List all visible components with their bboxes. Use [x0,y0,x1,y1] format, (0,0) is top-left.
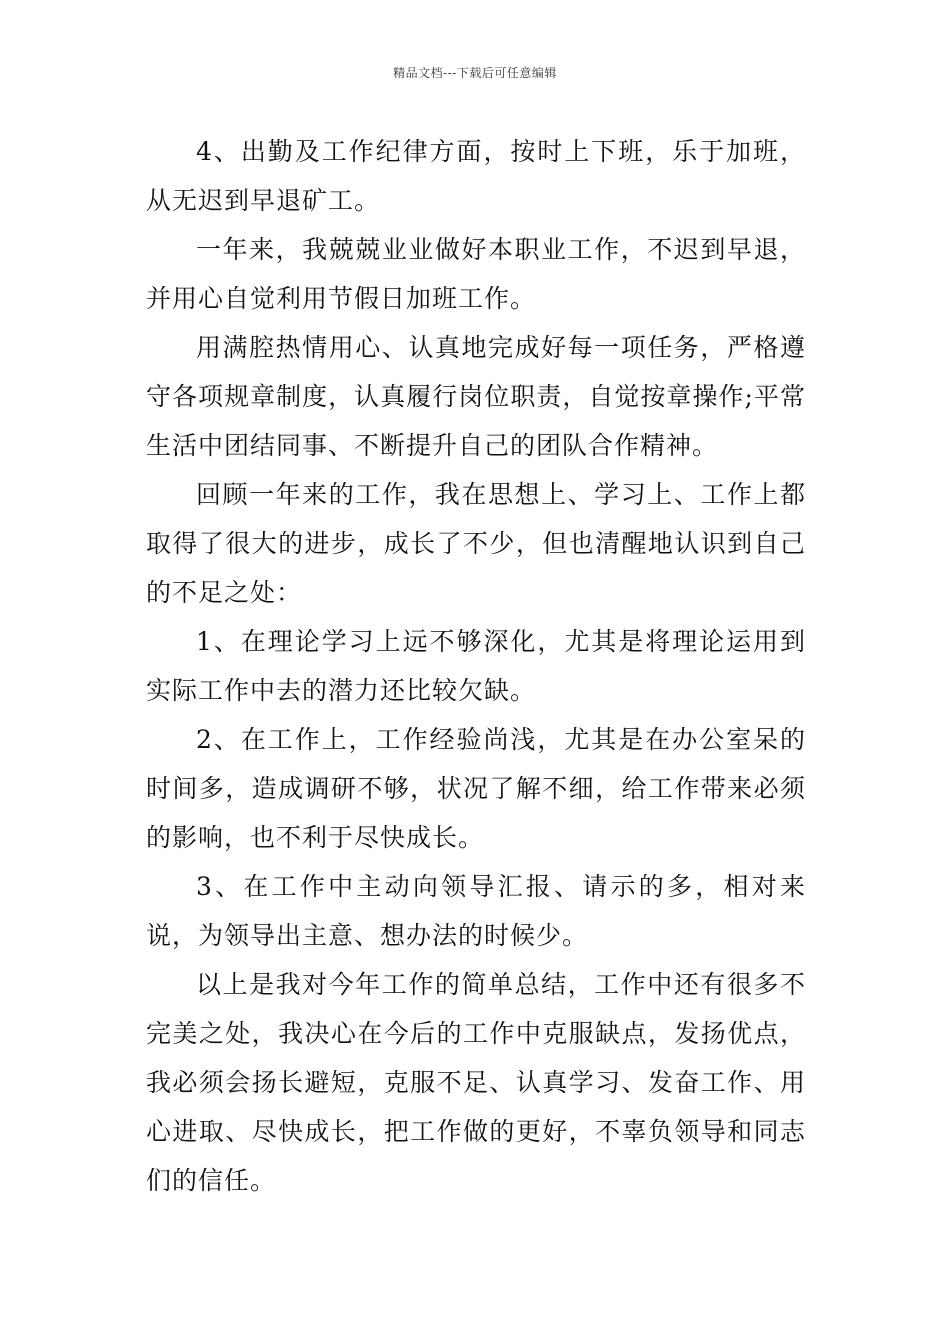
paragraph-conclusion: 以上是我对今年工作的简单总结，工作中还有很多不完美之处，我决心在今后的工作中克服缺点，发扬优点，我必须会扬长避短，克服不足、认真学习、发奋工作、用心进取、尽快成长，把工作做的更好，不辜负领导和同志们的信任。 [146,970,806,1195]
paragraph-year-review: 一年来，我兢兢业业做好本职业工作，不迟到早退，并用心自觉利用节假日加班工作。 [146,235,806,313]
paragraph-reflection: 回顾一年来的工作，我在思想上、学习上、工作上都取得了很大的进步，成长了不少，但也清醒地认识到自己的不足之处： [146,480,806,607]
page-header: 精品文档---下载后可任意编辑 [393,66,557,80]
document-body [146,127,806,1205]
paragraph-shortcoming-3: 3、在工作中主动向领导汇报、请示的多，相对来说，为领导出主意、想办法的时候少。 [146,872,806,950]
paragraph-attendance: 4、出勤及工作纪律方面，按时上下班，乐于加班，从无迟到早退矿工。 [146,137,806,215]
paragraph-work-attitude: 用满腔热情用心、认真地完成好每一项任务，严格遵守各项规章制度，认真履行岗位职责，自觉按章操作;平常生活中团结同事、不断提升自己的团队合作精神。 [146,333,806,460]
paragraph-shortcoming-2: 2、在工作上，工作经验尚浅，尤其是在办公室呆的时间多，造成调研不够，状况了解不细，给工作带来必须的影响，也不利于尽快成长。 [146,725,806,852]
paragraph-shortcoming-1: 1、在理论学习上远不够深化，尤其是将理论运用到实际工作中去的潜力还比较欠缺。 [146,627,806,705]
